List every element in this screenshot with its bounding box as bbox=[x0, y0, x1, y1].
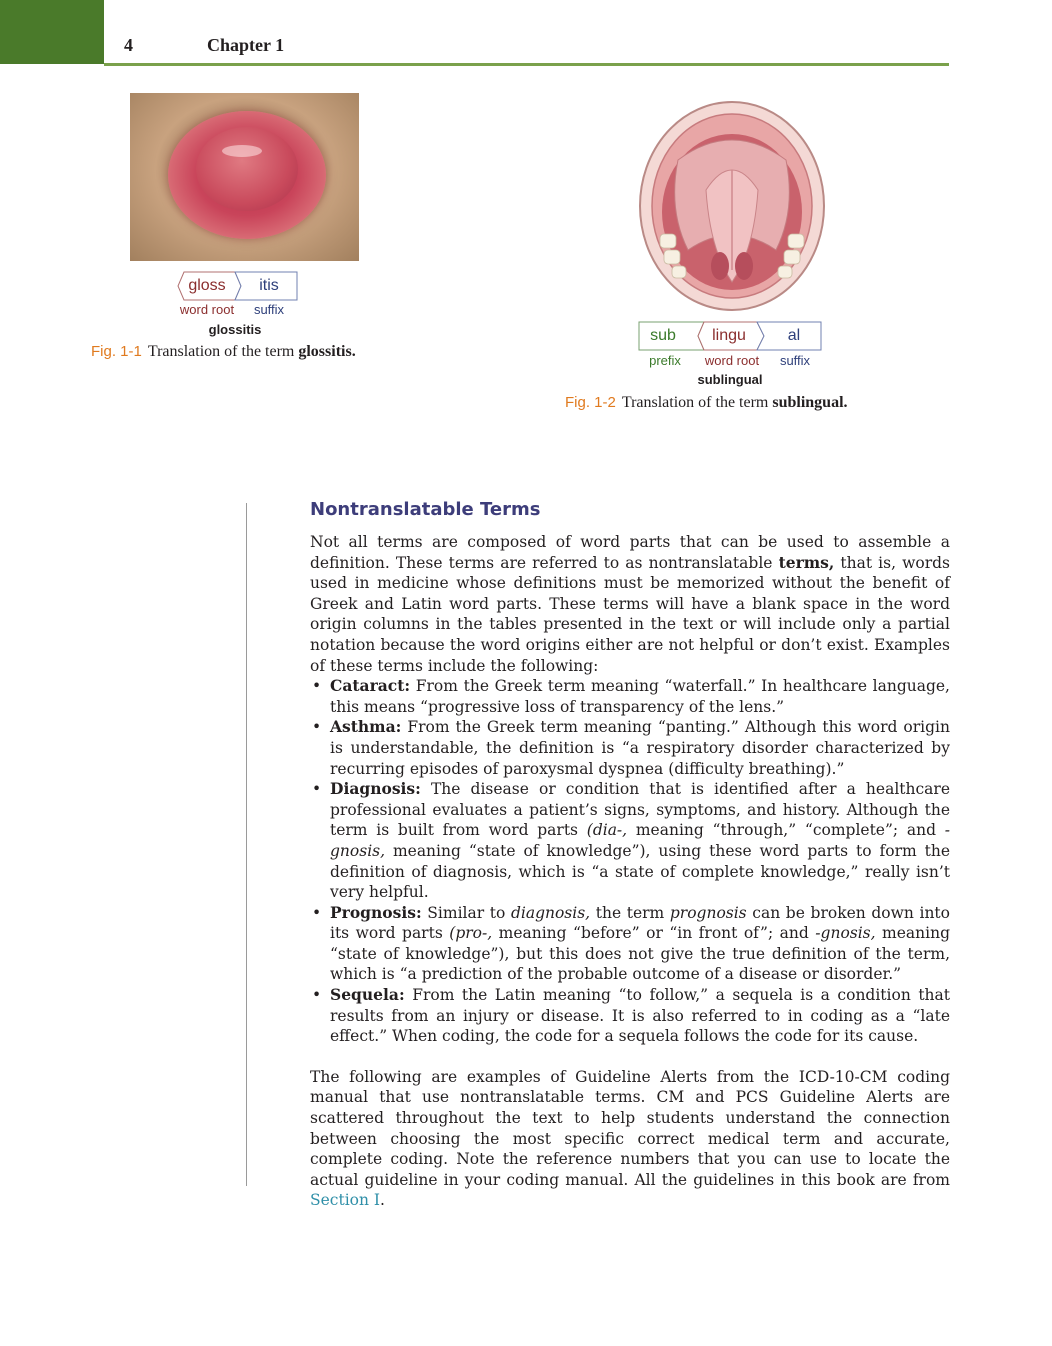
list-item-text: From the Greek term meaning “panting.” Although this word origin is understandable, the definition is “a respiratory disorder characterized by recurring episodes of paroxysmal dyspnea (difficulty breathing).” bbox=[330, 718, 950, 778]
figure2-caption bbox=[565, 394, 848, 412]
sublingual-illustration bbox=[636, 100, 828, 316]
figure1-suffix-text: itis bbox=[259, 277, 279, 294]
list-item-italic: prognosis bbox=[669, 903, 747, 922]
header-rule bbox=[104, 63, 949, 66]
figure1-caption-term: glossitis. bbox=[298, 343, 356, 360]
list-item-text: meaning “through,” “complete”; and bbox=[627, 821, 945, 840]
figure1-term: glossitis bbox=[208, 322, 262, 337]
list-item-italic: (dia-, bbox=[586, 821, 628, 840]
list-item-term: Prognosis: bbox=[330, 902, 422, 922]
figure1-caption-text: Translation of the term bbox=[147, 343, 299, 360]
figure1-caption bbox=[91, 343, 356, 361]
closing-text: The following are examples of Guideline Alerts from the ICD-10-CM coding manual that use nontranslatable terms. CM and PCS Guideline Alerts are scattered throughout the text to help students understand the connection between choosing the most specific correct medical term and accurate, complete coding. Note the reference numbers that you can use to locate the actual guideline in your coding manual. All the guidelines in this book are from bbox=[310, 1067, 950, 1189]
list-item bbox=[310, 676, 950, 717]
list-item-italic: (pro-, bbox=[449, 924, 493, 943]
list-item-text: From the Greek term meaning “waterfall.” In healthcare language, this means “progressive loss of transparency of the lens.” bbox=[330, 677, 950, 716]
intro-text-1: Not all terms are composed of word parts that can be used to assemble a definition. These terms are referred to as nontranslatable bbox=[310, 533, 950, 572]
closing-paragraph bbox=[310, 1067, 950, 1211]
header-color-tab bbox=[0, 0, 104, 64]
figure1-caption-number: Fig. 1-1 bbox=[91, 343, 142, 360]
page-number: 4 bbox=[124, 35, 133, 55]
chapter-title: Chapter 1 bbox=[207, 35, 285, 55]
figure1-root-label: word root bbox=[179, 302, 235, 317]
tongue-shape bbox=[196, 127, 298, 211]
figure2-term: sublingual bbox=[697, 372, 763, 387]
list-item-term: Asthma: bbox=[330, 717, 402, 737]
term-list bbox=[310, 676, 950, 1047]
figure2-root-text: lingu bbox=[712, 327, 746, 344]
figure1-root-text: gloss bbox=[188, 277, 226, 294]
figure2-suffix-label: suffix bbox=[779, 353, 811, 368]
list-item-text: meaning “before” or “in front of”; and bbox=[492, 924, 816, 943]
list-item bbox=[310, 779, 950, 903]
margin-rule bbox=[246, 503, 247, 1186]
figure2-caption-text: Translation of the term bbox=[621, 394, 773, 411]
figure2-prefix-text: sub bbox=[650, 327, 676, 344]
tongue-highlight bbox=[222, 145, 262, 157]
figure2-prefix-label: prefix bbox=[649, 353, 681, 368]
figure2-suffix-text: al bbox=[787, 327, 801, 344]
list-item bbox=[310, 717, 950, 779]
list-item-text: meaning “state of knowledge”), but this does not give the true definition of the term, which is “a prediction of the probable outcome of a disease or disorder.” bbox=[330, 924, 951, 984]
list-item-term: Diagnosis: bbox=[330, 779, 421, 799]
list-item-text: The disease or condition that is identified after a healthcare professional evaluates a patient’s signs, symptoms, and history. Although the term is built from word parts bbox=[330, 780, 950, 840]
section-i-link[interactable]: Section I bbox=[310, 1191, 381, 1210]
intro-paragraph bbox=[310, 532, 950, 676]
list-item-italic: -gnosis, bbox=[815, 924, 876, 943]
paragraph-gap bbox=[310, 1047, 950, 1067]
intro-bold-term: terms, bbox=[778, 552, 835, 572]
list-item-text: From the Latin meaning “to follow,” a sequela is a condition that results from an injury or disease. It is also referred to in coding as a “late effect.” When coding, the code for a sequela follows the code for its cause. bbox=[330, 986, 950, 1046]
section-body bbox=[310, 532, 950, 1211]
list-item-text: the term bbox=[590, 903, 670, 922]
glossitis-photo bbox=[130, 93, 359, 261]
list-item-term: Cataract: bbox=[330, 676, 411, 696]
intro-text-2: that is, words used in medicine whose definitions must be memorized without the benefit of Greek and Latin word parts. These terms will have a blank space in the word origin columns in the tables presented in the text or will include only a partial notation because the word origins either are not helpful or don’t exist. Examples of these terms include the following: bbox=[310, 553, 951, 675]
list-item bbox=[310, 903, 950, 985]
list-item bbox=[310, 985, 950, 1047]
list-item-text: can be broken down into its word parts bbox=[330, 903, 950, 943]
list-item-italic: -gnosis, bbox=[330, 821, 950, 860]
figure1-suffix-label: suffix bbox=[253, 302, 285, 317]
list-item-text: Similar to bbox=[421, 903, 511, 922]
figure2-root-label: word root bbox=[704, 353, 760, 368]
section-title: Nontranslatable Terms bbox=[310, 499, 541, 520]
figure2-caption-number: Fig. 1-2 bbox=[565, 394, 616, 411]
list-item-term: Sequela: bbox=[330, 985, 405, 1005]
list-item-italic: diagnosis, bbox=[510, 903, 591, 922]
closing-end: . bbox=[380, 1191, 385, 1210]
figure2-caption-term: sublingual. bbox=[772, 394, 848, 411]
list-item-text: meaning “state of knowledge”), using these word parts to form the definition of diagnosis, which is “a state of complete knowledge,” really isn’t very helpful. bbox=[330, 841, 950, 902]
